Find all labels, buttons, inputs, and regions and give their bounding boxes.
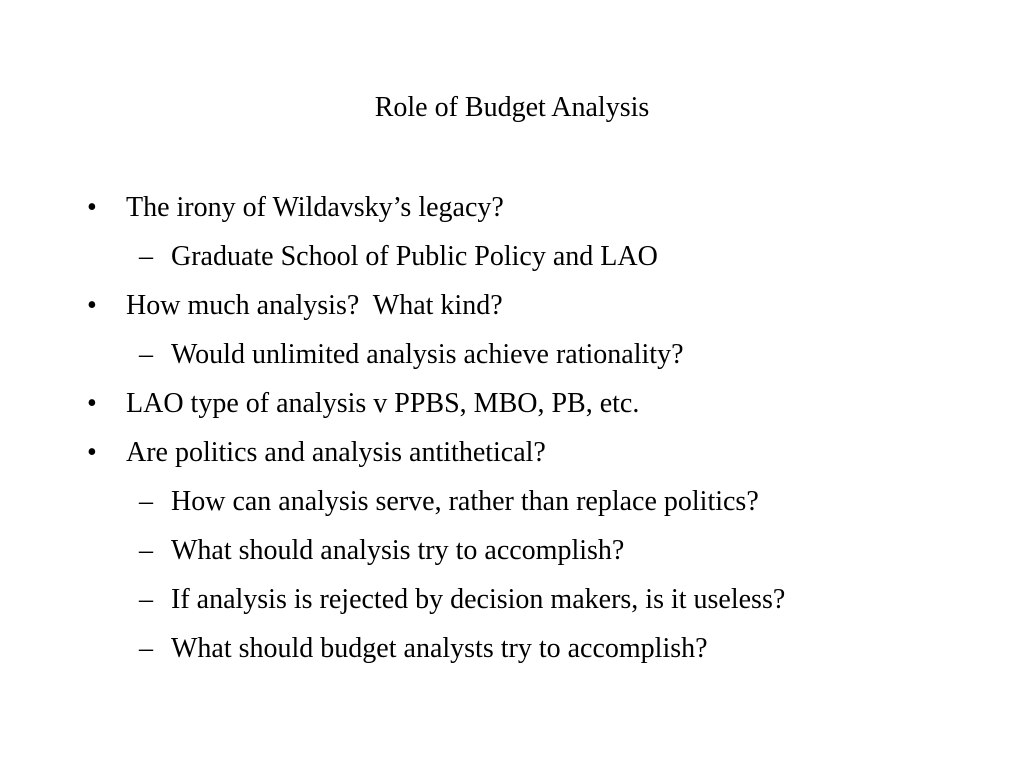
dash-marker: – [139,584,153,615]
sub-bullet-item [0,332,1024,381]
bullet-text: The irony of Wildavsky’s legacy? [126,192,504,223]
bullet-text: Are politics and analysis antithetical? [126,437,546,468]
dash-marker: – [139,339,153,370]
bullet-marker: • [87,192,97,223]
bullet-text: LAO type of analysis v PPBS, MBO, PB, etc. [126,388,640,419]
sub-bullet-item [0,234,1024,283]
slide-title: Role of Budget Analysis [374,92,650,123]
dash-marker: – [139,535,153,566]
bullet-item [0,283,1024,332]
bullet-text: How much analysis? What kind? [126,290,503,321]
sub-bullet-text: What should budget analysts try to accomplish? [171,633,708,664]
bullet-item [0,430,1024,479]
dash-marker: – [139,486,153,517]
sub-bullet-text: If analysis is rejected by decision makers, is it useless? [171,584,786,615]
bullet-marker: • [87,388,97,419]
bullet-list [0,185,1024,675]
dash-marker: – [139,633,153,664]
dash-marker: – [139,241,153,272]
sub-bullet-text: Would unlimited analysis achieve rationality? [171,339,684,370]
bullet-marker: • [87,290,97,321]
sub-bullet-text: What should analysis try to accomplish? [171,535,625,566]
bullet-item [0,381,1024,430]
sub-bullet-item [0,626,1024,675]
sub-bullet-item [0,577,1024,626]
sub-bullet-item [0,479,1024,528]
sub-bullet-text: How can analysis serve, rather than replace politics? [171,486,759,517]
sub-bullet-text: Graduate School of Public Policy and LAO [171,241,658,272]
bullet-marker: • [87,437,97,468]
sub-bullet-item [0,528,1024,577]
bullet-item [0,185,1024,234]
